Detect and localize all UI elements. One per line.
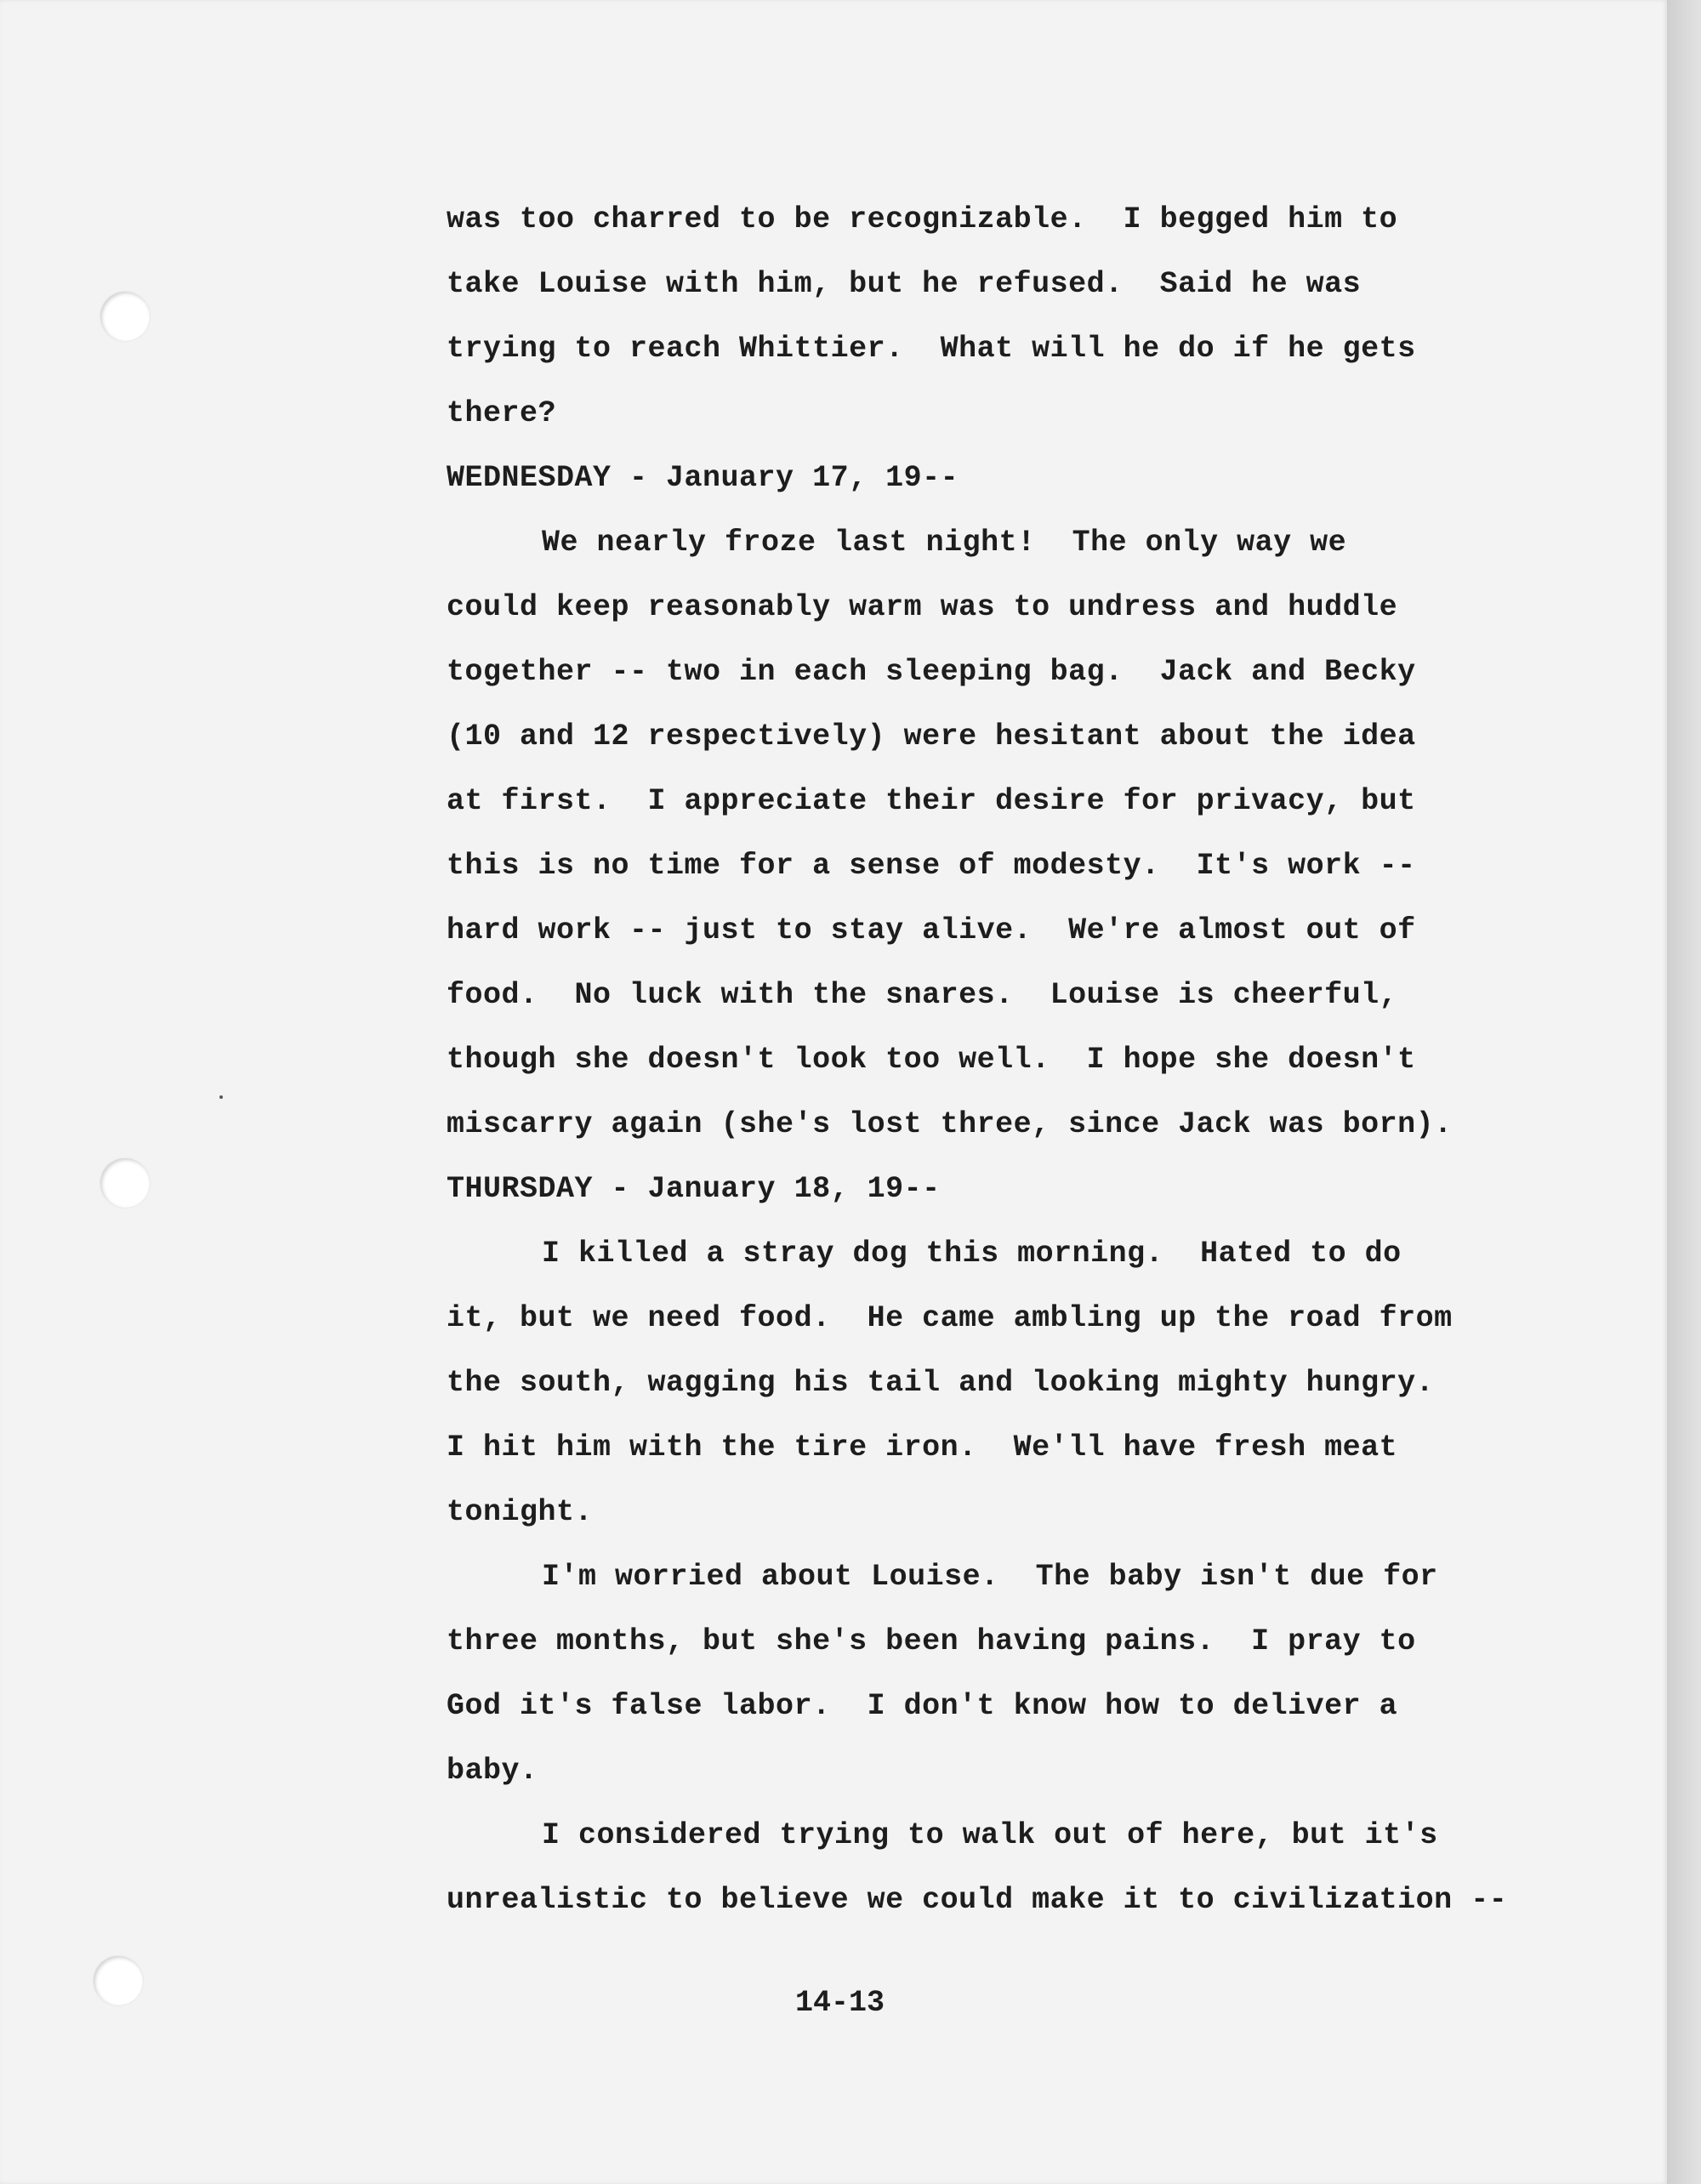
- punch-hole: [94, 1956, 143, 2005]
- text-line: together -- two in each sleeping bag. Jack and Becky: [447, 655, 1416, 689]
- page-edge-shadow: [1667, 0, 1701, 2184]
- text-line: the south, wagging his tail and looking mighty hungry.: [447, 1366, 1435, 1400]
- entry-heading: THURSDAY - January 18, 19--: [447, 1172, 941, 1206]
- ink-speck: [219, 1095, 223, 1099]
- text-line: unrealistic to believe we could make it to civilization --: [447, 1883, 1508, 1917]
- text-line: (10 and 12 respectively) were hesitant about the idea: [447, 719, 1416, 754]
- punch-hole: [100, 292, 150, 341]
- typed-text-body: [447, 194, 1569, 1917]
- entry-heading: WEDNESDAY - January 17, 19--: [447, 461, 959, 495]
- text-line: I hit him with the tire iron. We'll have fresh meat: [447, 1430, 1398, 1465]
- text-line: there?: [447, 396, 557, 430]
- text-line: at first. I appreciate their desire for privacy, but: [447, 784, 1416, 818]
- text-line: though she doesn't look too well. I hope she doesn't: [447, 1043, 1416, 1077]
- text-line: was too charred to be recognizable. I begged him to: [447, 202, 1398, 236]
- text-line: trying to reach Whittier. What will he do if he gets: [447, 332, 1416, 366]
- text-line: I'm worried about Louise. The baby isn't due for: [542, 1560, 1438, 1594]
- text-line: this is no time for a sense of modesty. It's work --: [447, 849, 1416, 883]
- text-line: three months, but she's been having pains. I pray to: [447, 1624, 1416, 1658]
- text-line: baby.: [447, 1754, 538, 1788]
- text-line: We nearly froze last night! The only way we: [542, 526, 1347, 560]
- text-line: miscarry again (she's lost three, since Jack was born).: [447, 1107, 1453, 1141]
- text-line: food. No luck with the snares. Louise is cheerful,: [447, 978, 1398, 1012]
- punch-hole: [100, 1158, 150, 1208]
- text-line: hard work -- just to stay alive. We're almost out of: [447, 913, 1416, 947]
- text-line: I killed a stray dog this morning. Hated to do: [542, 1237, 1402, 1271]
- text-line: it, but we need food. He came ambling up the road from: [447, 1301, 1453, 1335]
- page-number: 14-13: [795, 1986, 885, 2020]
- text-line: could keep reasonably warm was to undress and huddle: [447, 590, 1398, 624]
- text-line: take Louise with him, but he refused. Said he was: [447, 267, 1362, 301]
- text-line: tonight.: [447, 1495, 594, 1529]
- text-line: I considered trying to walk out of here, but it's: [542, 1818, 1438, 1852]
- text-line: God it's false labor. I don't know how to deliver a: [447, 1689, 1398, 1723]
